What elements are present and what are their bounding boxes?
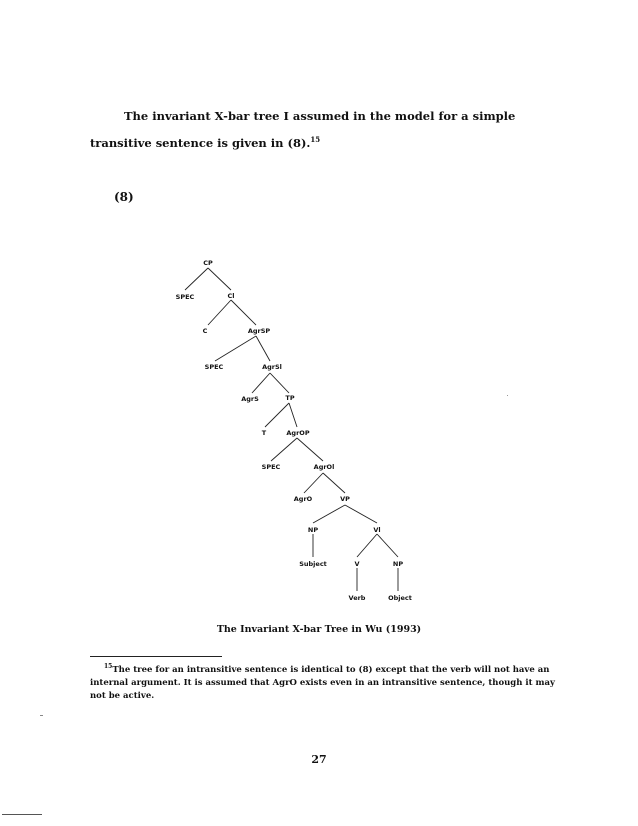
branch-tp-agrop — [289, 403, 297, 427]
node-object: Object — [388, 594, 412, 602]
node-spec-1: SPEC — [175, 293, 195, 301]
node-agrsp: AgrSP — [247, 327, 271, 335]
branch-cp-spec — [185, 268, 208, 290]
node-np-2: NP — [392, 560, 404, 568]
node-cl: Cl — [227, 292, 235, 300]
example-number: (8) — [114, 190, 134, 204]
branch-agrol-vp — [323, 473, 345, 493]
branch-vl-v — [357, 534, 377, 557]
node-cp: CP — [203, 259, 213, 267]
branch-agrsl-agrs — [252, 373, 270, 393]
node-agrsl: AgrSl — [262, 363, 282, 371]
scan-mark — [40, 715, 43, 716]
page-number: 27 — [311, 753, 327, 766]
footnote-number: 15 — [104, 663, 113, 670]
node-agro: AgrO — [293, 495, 313, 503]
node-verb: Verb — [348, 594, 366, 602]
footnote-reference: 15 — [310, 135, 321, 144]
branch-vp-vl — [345, 505, 377, 523]
node-vl: Vl — [373, 526, 381, 534]
node-agrs: AgrS — [241, 395, 259, 403]
scan-mark — [507, 395, 508, 396]
node-tp: TP — [285, 394, 295, 402]
node-subject: Subject — [299, 560, 327, 568]
node-spec-2: SPEC — [204, 363, 224, 371]
branch-agrol-agro — [304, 473, 323, 493]
node-spec-3: SPEC — [261, 463, 281, 471]
footnote-divider — [90, 656, 222, 657]
branch-agrsp-agrsl — [256, 336, 270, 361]
footnote-text: The tree for an intransitive sentence is identical to (8) except that the verb will not have an internal argument. It is assumed that AgrO exists even in an intransitive sentence, though it may not be active. — [90, 664, 555, 701]
branch-agrsp-spec — [215, 336, 256, 361]
node-c: C — [202, 327, 208, 335]
branch-vp-np — [313, 505, 345, 523]
branch-agrop-spec — [271, 438, 297, 461]
footnote — [90, 660, 560, 703]
node-np-1: NP — [307, 526, 319, 534]
node-agrol: AgrOl — [313, 463, 335, 471]
branch-agrsl-tp — [270, 373, 289, 393]
node-v: V — [354, 560, 360, 568]
node-agrop: AgrOP — [286, 429, 310, 437]
scan-mark — [2, 814, 42, 815]
branch-cl-c — [208, 300, 231, 325]
branch-cl-agrsp — [231, 300, 256, 325]
branch-tp-t — [265, 403, 289, 427]
branch-cp-cl — [208, 268, 231, 290]
branch-vl-np — [377, 534, 398, 557]
node-t: T — [261, 429, 267, 437]
node-vp: VP — [340, 495, 350, 503]
paragraph-text: The invariant X-bar tree I assumed in the model for a simple transitive sentence is given in (8). — [90, 109, 516, 150]
figure-caption: The Invariant X-bar Tree in Wu (1993) — [216, 624, 422, 635]
branch-agrop-agrol — [297, 438, 323, 461]
